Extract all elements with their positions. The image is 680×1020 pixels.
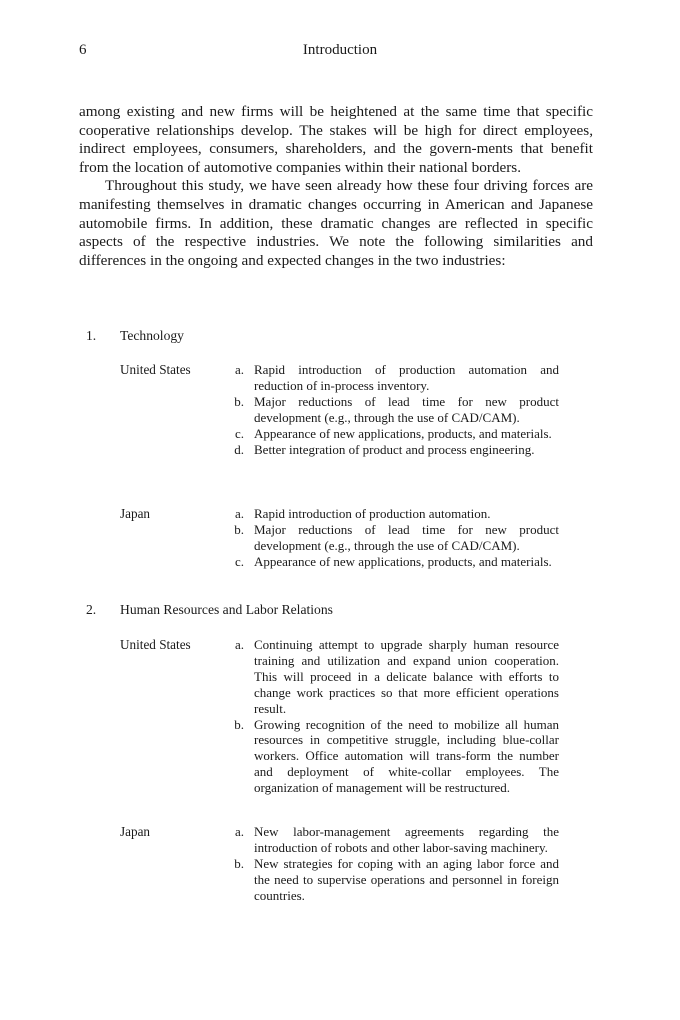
list-item xyxy=(224,637,559,717)
section-heading xyxy=(86,602,333,618)
item-text: Major reductions of lead time for new product development (e.g., through the use of CAD/CAM). xyxy=(254,393,559,425)
item-text: New labor-management agreements regarding the introduction of robots and other labor-saving machinery. xyxy=(254,824,559,855)
item-list xyxy=(224,506,559,570)
item-list xyxy=(224,637,559,796)
list-item xyxy=(224,856,559,904)
section-title: Human Resources and Labor Relations xyxy=(120,602,333,617)
list-item xyxy=(224,717,559,797)
country-label: Japan xyxy=(120,506,151,521)
page-number: 6 xyxy=(79,42,87,58)
list-item xyxy=(224,426,559,442)
list-item xyxy=(224,362,559,394)
list-item xyxy=(224,394,559,426)
item-marker: a. xyxy=(234,637,244,652)
item-marker: c. xyxy=(234,425,244,441)
section-number: 2. xyxy=(86,602,97,617)
section-title: Technology xyxy=(120,328,184,343)
item-text: Rapid introduction of production automation and reduction of in-process inventory. xyxy=(254,362,559,393)
item-text: Continuing attempt to upgrade sharply human resource training and utilization and expand union cooperation. This will proceed in a delicate balance with efforts to change work practices so that more efficient operations result. xyxy=(254,637,559,716)
item-text: New strategies for coping with an aging labor force and the need to supervise operations and personnel in foreign countries. xyxy=(254,855,559,903)
item-marker: a. xyxy=(234,506,244,521)
country-label: United States xyxy=(120,637,191,652)
list-item xyxy=(224,506,559,522)
paragraph-continuation: among existing and new firms will be heightened at the same time that specific cooperative relationships develop. The stakes will be high for direct employees, indirect employees, consumers, shareholders, and the govern-ments that benefit from the location of automotive companies within their national borders. xyxy=(79,103,593,176)
item-list xyxy=(224,362,559,457)
country-label: United States xyxy=(120,362,191,377)
list-item xyxy=(224,554,559,570)
item-marker: a. xyxy=(234,824,244,839)
item-text: Growing recognition of the need to mobilize all human resources in competitive struggle, including blue-collar workers. Office automation will trans-form the number and deployment of white-collar employees. The organization of management will be restructured. xyxy=(254,716,559,796)
item-marker: b. xyxy=(234,521,244,537)
section-number: 1. xyxy=(86,328,97,343)
item-marker: c. xyxy=(234,553,244,569)
item-marker: a. xyxy=(234,362,244,377)
body-text xyxy=(79,103,593,270)
item-marker: d. xyxy=(234,441,244,457)
running-head xyxy=(0,42,680,62)
item-marker: b. xyxy=(234,393,244,409)
item-text: Appearance of new applications, products, and materials. xyxy=(254,553,552,569)
item-list xyxy=(224,824,559,904)
country-label: Japan xyxy=(120,824,151,839)
item-text: Appearance of new applications, products, and materials. xyxy=(254,425,552,441)
list-item xyxy=(224,442,559,458)
item-text: Major reductions of lead time for new product development (e.g., through the use of CAD/CAM). xyxy=(254,521,559,553)
paragraph-driving-forces: Throughout this study, we have seen already how these four driving forces are manifesting themselves in dramatic changes occurring in American and Japanese automobile firms. In addition, these dramatic changes are reflected in specific aspects of the respective industries. We note the following similarities and differences in the ongoing and expected changes in the two industries: xyxy=(79,177,593,269)
item-marker: b. xyxy=(234,716,244,732)
running-title: Introduction xyxy=(302,42,378,58)
list-item xyxy=(224,824,559,856)
item-marker: b. xyxy=(234,855,244,871)
item-text: Rapid introduction of production automation. xyxy=(254,506,491,521)
section-heading xyxy=(86,328,184,344)
item-text: Better integration of product and process engineering. xyxy=(254,441,535,457)
list-item xyxy=(224,522,559,554)
